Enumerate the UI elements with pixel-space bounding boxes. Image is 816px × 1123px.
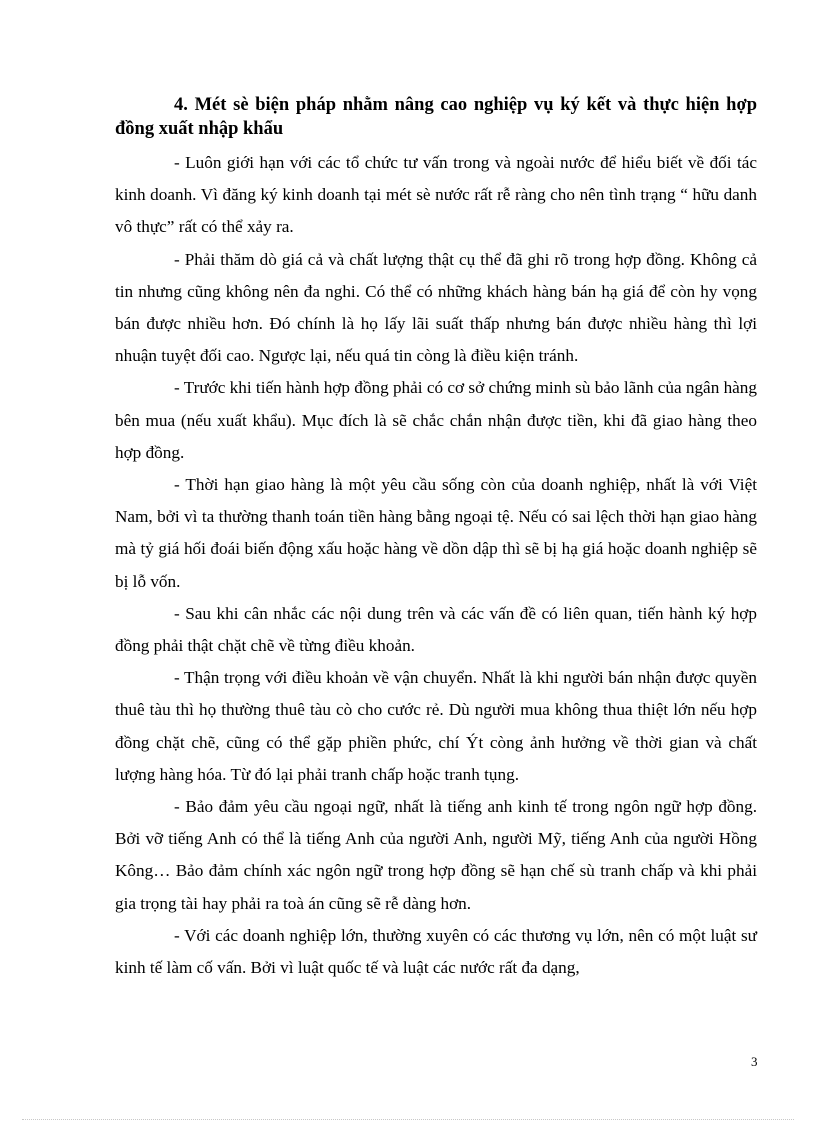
paragraph-4: - Thời hạn giao hàng là một yêu cầu sống còn của doanh nghiệp, nhất là với Việt Nam, bởi vì ta thường thanh toán tiền hàng bằng ngoại tệ. Nếu có sai lệch thời hạn giao hàng mà tỷ giá hối đoái biến động xấu hoặc hàng về dồn dập thì sẽ bị hạ giá hoặc doanh nghiệp sẽ bị lỗ vốn. xyxy=(115,475,757,591)
document-body xyxy=(115,93,757,984)
section-heading: 4. Mét sè biện pháp nhằm nâng cao nghiệp vụ ký kết và thực hiện hợp đồng xuất nhập khẩu xyxy=(115,95,757,139)
paragraph-3: - Trước khi tiến hành hợp đồng phải có cơ sở chứng minh sù bảo lãnh của ngân hàng bên mua (nếu xuất khẩu). Mục đích là sẽ chắc chắn nhận được tiền, khi đã giao hàng theo hợp đồng. xyxy=(115,378,757,462)
paragraph-8: - Với các doanh nghiệp lớn, thường xuyên có các thương vụ lớn, nên có một luật sư kinh tế làm cố vấn. Bởi vì luật quốc tế và luật các nước rất đa dạng, xyxy=(115,925,757,978)
page-number: 3 xyxy=(751,1054,758,1069)
page-bottom-divider xyxy=(22,1119,794,1120)
paragraph-7: - Bảo đảm yêu cầu ngoại ngữ, nhất là tiếng anh kinh tế trong ngôn ngữ hợp đồng. Bởi vỡ tiếng Anh có thể là tiếng Anh của người Anh, người Mỹ, tiếng Anh của người Hồng Kông… Bảo đảm chính xác ngôn ngữ trong hợp đồng sẽ hạn chế sù tranh chấp và khi phải gia trọng tài hay phải ra toà án cũng sẽ rễ dàng hơn. xyxy=(115,797,757,913)
paragraph-5: - Sau khi cân nhắc các nội dung trên và các vấn đề có liên quan, tiến hành ký hợp đồng phải thật chặt chẽ về từng điều khoản. xyxy=(115,603,757,656)
paragraph-2: - Phải thăm dò giá cả và chất lượng thật cụ thể đã ghi rõ trong hợp đồng. Không cả tin nhưng cũng không nên đa nghi. Có thể có những khách hàng bán hạ giá để còn hy vọng bán được nhiều hơn. Đó chính là họ lấy lãi suất thấp nhưng bán được nhiều hàng thì lợi nhuận tuyệt đối cao. Ngược lại, nếu quá tin còng là điều kiện tránh. xyxy=(115,249,757,366)
paragraph-1: - Luôn giới hạn với các tổ chức tư vấn trong và ngoài nước để hiểu biết về đối tác kinh doanh. Vì đăng ký kinh doanh tại mét sè nước rất rễ ràng cho nên tình trạng “ hữu danh vô thực” rất có thể xảy ra. xyxy=(115,153,757,237)
paragraph-6: - Thận trọng với điều khoản về vận chuyển. Nhất là khi người bán nhận được quyền thuê tàu thì họ thường thuê tàu cò cho cước rẻ. Dù người mua không thua thiệt lớn nếu hợp đồng chặt chẽ, cũng có thể gặp phiền phức, chí Ýt còng ảnh hưởng về thời gian và chất lượng hàng hóa. Từ đó lại phải tranh chấp hoặc tranh tụng. xyxy=(115,668,757,784)
